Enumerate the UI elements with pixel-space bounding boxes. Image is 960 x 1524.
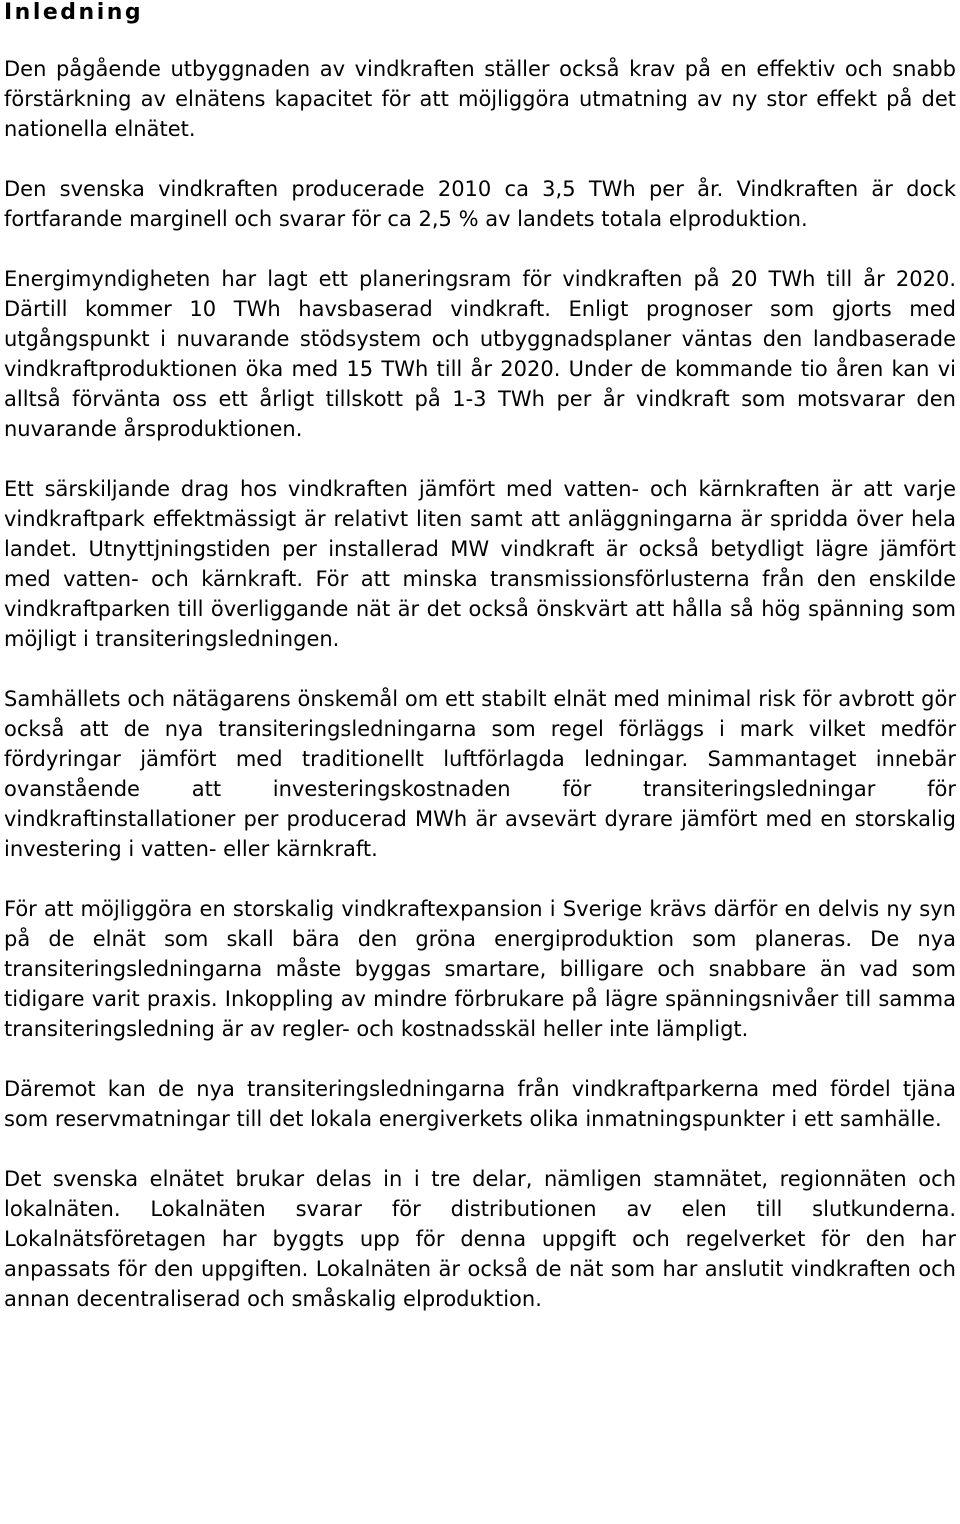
paragraph-5: Samhällets och nätägarens önskemål om ett stabilt elnät med minimal risk för avbrott gör också att de nya transiteringsledningarna som regel förläggs i mark vilket medför fördyringar jämfört med traditionellt luftförlagda ledningar. Sammantaget innebär ovanstående att investeringskostnaden för transiteringsledningar för vindkraftinstallationer per producerad MWh är avsevärt dyrare jämfört med en storskalig investering i vatten- eller kärnkraft. (4, 687, 956, 861)
document-page (4, 0, 956, 1314)
paragraph-8: Det svenska elnätet brukar delas in i tre delar, nämligen stamnätet, regionnäten och lokalnäten. Lokalnäten svarar för distributionen av elen till slutkunderna. Lokalnätsföretagen har byggts upp för denna uppgift och regelverket för den har anpassats för den uppgiften. Lokalnäten är också de nät som har anslutit vindkraften och annan decentraliserad och småskalig elproduktion. (4, 1167, 956, 1311)
paragraph-2: Den svenska vindkraften producerade 2010 ca 3,5 TWh per år. Vindkraften är dock fortfarande marginell och svarar för ca 2,5 % av landets totala elproduktion. (4, 177, 956, 231)
paragraph-1: Den pågående utbyggnaden av vindkraften ställer också krav på en effektiv och snabb förstärkning av elnätens kapacitet för att möjliggöra utmatning av ny stor effekt på det nationella elnätet. (4, 57, 956, 141)
paragraph-4: Ett särskiljande drag hos vindkraften jämfört med vatten- och kärnkraften är att varje vindkraftpark effektmässigt är relativt liten samt att anläggningarna är spridda över hela landet. Utnyttjningstiden per installerad MW vindkraft är också betydligt lägre jämfört med vatten- och kärnkraft. För att minska transmissionsförlusterna från den enskilde vindkraftparken till överliggande nät är det också önskvärt att hålla så hög spänning som möjligt i transiteringsledningen. (4, 477, 956, 651)
paragraph-6: För att möjliggöra en storskalig vindkraftexpansion i Sverige krävs därför en delvis ny syn på de elnät som skall bära den gröna energiproduktion som planeras. De nya transiteringsledningarna måste byggas smartare, billigare och snabbare än vad som tidigare varit praxis. Inkoppling av mindre förbrukare på lägre spänningsnivåer till samma transiteringsledning är av regler- och kostnadsskäl heller inte lämpligt. (4, 897, 956, 1041)
section-heading: Inledning (4, 0, 144, 25)
paragraph-3: Energimyndigheten har lagt ett planeringsram för vindkraften på 20 TWh till år 2020. Därtill kommer 10 TWh havsbaserad vindkraft. Enligt prognoser som gjorts med utgångspunkt i nuvarande stödsystem och utbyggnadsplaner väntas den landbaserade vindkraftproduktionen öka med 15 TWh till år 2020. Under de kommande tio åren kan vi alltså förvänta oss ett årligt tillskott på 1-3 TWh per år vindkraft som motsvarar den nuvarande årsproduktionen. (4, 267, 956, 441)
paragraph-7: Däremot kan de nya transiteringsledningarna från vindkraftparkerna med fördel tjäna som reservmatningar till det lokala energiverkets olika inmatningspunkter i ett samhälle. (4, 1077, 956, 1131)
